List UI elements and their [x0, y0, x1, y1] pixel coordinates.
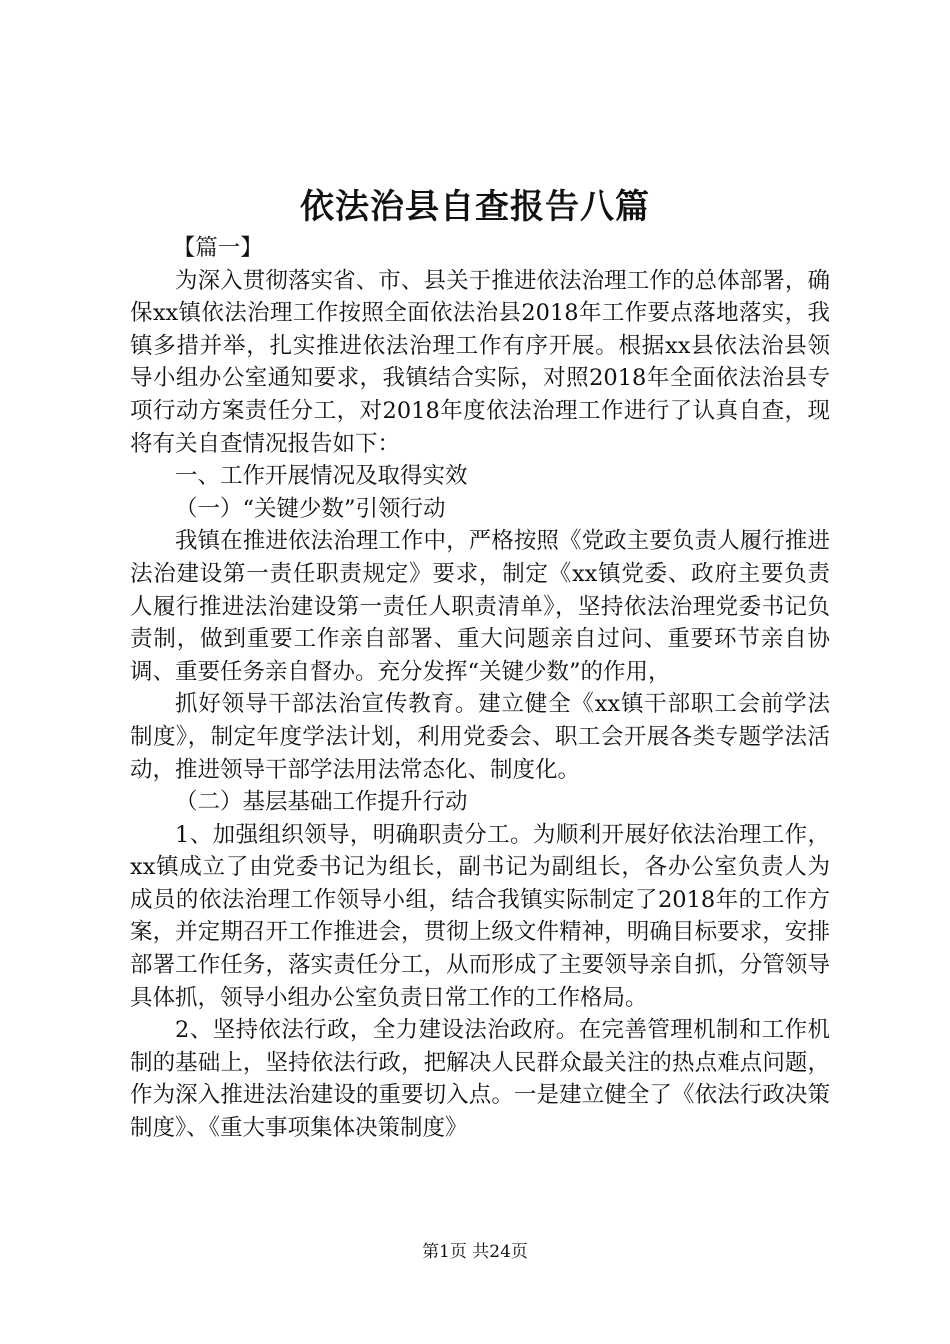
paragraph: 为深入贯彻落实省、市、县关于推进依法治理工作的总体部署，确保xx镇依法治理工作按照全面依法治县2018年工作要点落地落实，我镇多措并举，扎实推进依法治理工作有序开展。根据xx县依法治县领导小组办公室通知要求，我镇结合实际，对照2018年全面依法治县专项行动方案责任分工，对2018年度依法治理工作进行了认真自查，现将有关自查情况报告如下： [130, 267, 830, 457]
heading-level-2: （一）“关键少数”引领行动 [175, 495, 446, 522]
document-title: 依法治县自查报告八篇 [300, 187, 650, 227]
paragraph: 抓好领导干部法治宣传教育。建立健全《xx镇干部职工会前学法制度》，制定年度学法计划，利用党委会、职工会开展各类专题学法活动，推进领导干部学法用法常态化、制度化。 [130, 691, 830, 783]
numbered-paragraph: 1、加强组织领导，明确职责分工。为顺利开展好依法治理工作，xx镇成立了由党委书记为组长，副书记为副组长，各办公室负责人为成员的依法治理工作领导小组，结合我镇实际制定了2018年的工作方案，并定期召开工作推进会，贯彻上级文件精神，明确目标要求，安排部署工作任务，落实责任分工，从而形成了主要领导亲自抓，分管领导具体抓，领导小组办公室负责日常工作的工作格局。 [130, 821, 830, 1011]
section-label: 【篇一】 [172, 235, 263, 261]
document-body [130, 232, 830, 1145]
heading-level-1: 一、工作开展情况及取得实效 [175, 463, 468, 490]
heading-level-2: （二）基层基础工作提升行动 [175, 789, 468, 816]
page-footer: 第1页 共24页 [422, 1242, 528, 1262]
paragraph: 我镇在推进依法治理工作中，严格按照《党政主要负责人履行推进法治建设第一责任职责规定》要求，制定《xx镇党委、政府主要负责人履行推进法治建设第一责任人职责清单》，坚持依法治理党委书记负责制，做到重要工作亲自部署、重大问题亲自过问、重要环节亲自协调、重要任务亲自督办。充分发挥“关键少数”的作用， [130, 528, 830, 685]
numbered-paragraph: 2、坚持依法行政，全力建设法治政府。在完善管理机制和工作机制的基础上，坚持依法行政，把解决人民群众最关注的热点难点问题，作为深入推进法治建设的重要切入点。一是建立健全了《依法行政决策制度》、《重大事项集体决策制度》 [130, 1017, 830, 1142]
